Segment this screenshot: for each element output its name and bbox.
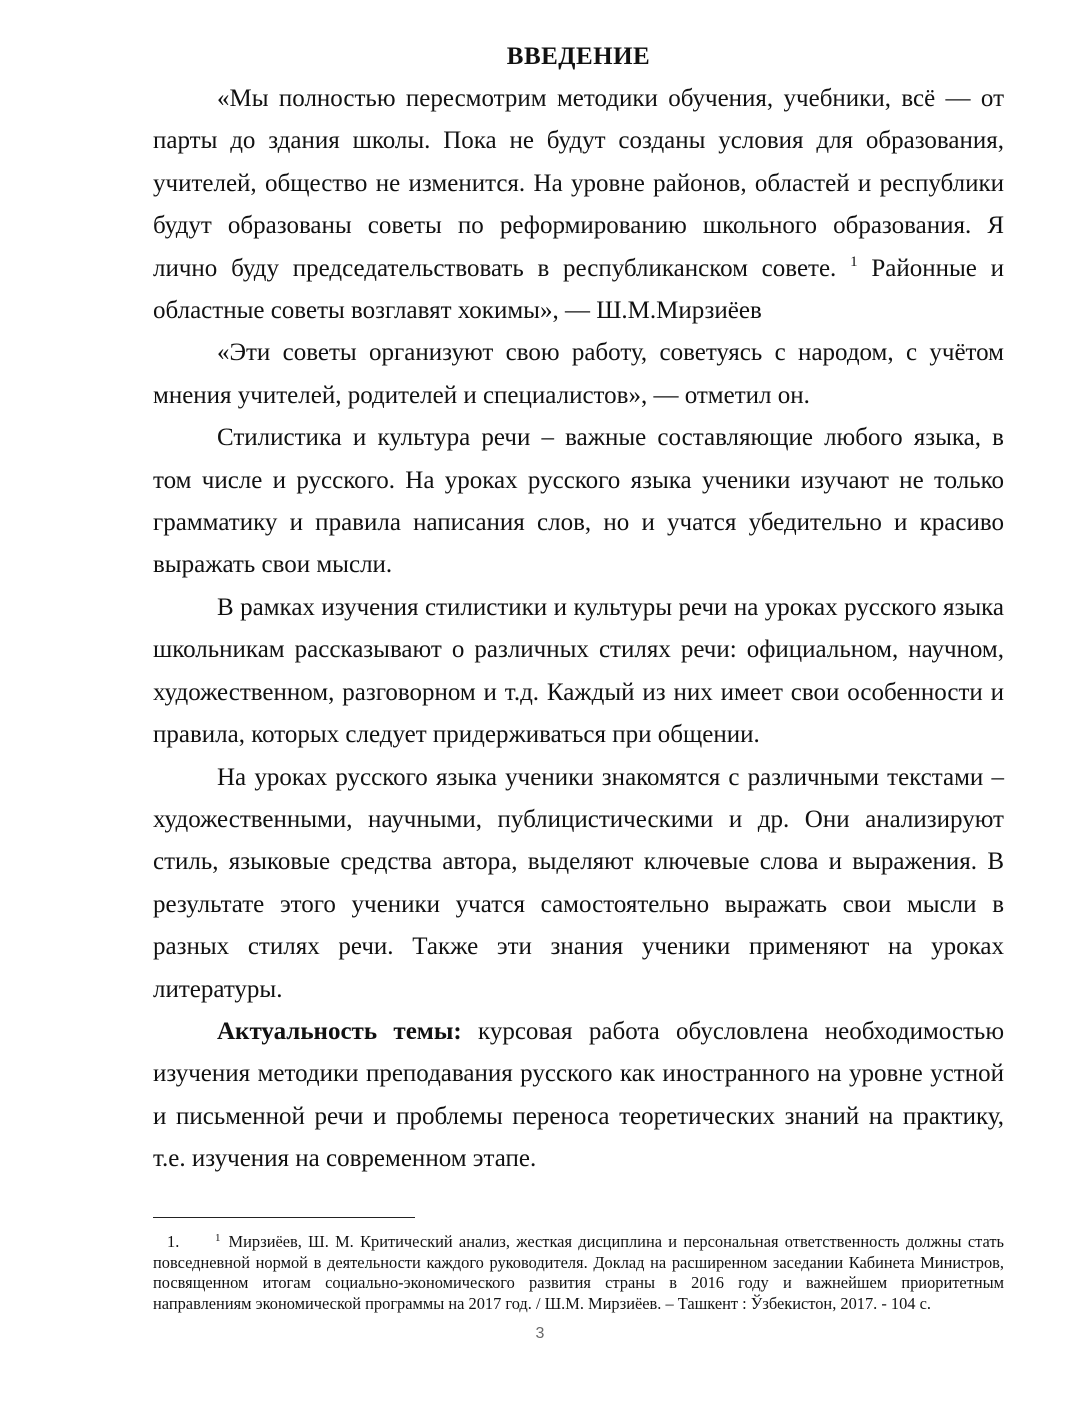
paragraph-texts: На уроках русского языка ученики знакомятся с различными текстами – художественными, научными, публицистическими и др. Они анализируют стиль, языковые средства автора, выделяют ключевые слова и выражения. В результате этого ученики учатся самостоятельно выражать свои мысли в разных стилях речи. Также эти знания ученики применяют на уроках литературы. [153,763,1004,1003]
footnote-mark: 1 [215,1232,221,1244]
footnote-number: 1. [167,1232,180,1251]
footnote-text: Мирзиёев, Ш. М. Критический анализ, жесткая дисциплина и персональная ответственность должны стать повседневной нормой в деятельности каждого руководителя. Доклад на расширенном заседании Кабинета Министров, посвященном итогам социально-экономического развития страны в 2016 году и важнейшем приоритетным направлениям экономической программы на 2017 год. / Ш.М. Мирзиёев. – Ташкент : Ўзбекистон, 2017. - 104 с. [153,1232,1004,1313]
page-body [153,40,1004,1181]
page-number: 3 [535,1325,545,1342]
footnote-reference[interactable]: 1 [850,253,858,270]
footnote [153,1232,1004,1314]
relevance-heading: Актуальность темы: [217,1017,462,1045]
footnote-separator [153,1217,415,1218]
paragraph-relevance [153,1011,1004,1181]
page-title: ВВЕДЕНИЕ [506,43,651,70]
paragraph-quote-1 [153,78,1004,332]
paragraph-quote-2: «Эти советы организуют свою работу, советуясь с народом, с учётом мнения учителей, родителей и специалистов», — отметил он. [153,339,1004,409]
paragraph-text: курсовая работа обусловлена необходимостью изучения методики преподавания русского как иностранного на уровне устной и письменной речи и проблемы переноса теоретических знаний на практику, т.е. изучения на современном этапе. [153,1017,1005,1173]
paragraph-text: «Мы полностью пересмотрим методики обучения, учебники, всё — от парты до здания школы. Пока не будут созданы условия для образования, учителей, общество не изменится. На уровне районов, областей и республики будут образованы советы по реформированию школьного образования. Я лично буду председательствовать в республиканском совете. [153,85,1004,282]
paragraph-speech-styles: В рамках изучения стилистики и культуры речи на уроках русского языка школьникам рассказывают о различных стилях речи: официальном, научном, художественном, разговорном и т.д. Каждый из них имеет свои особенности и правила, которых следует придерживаться при общении. [153,593,1004,749]
paragraph-stylistics: Стилистика и культура речи – важные составляющие любого языка, в том числе и русского. На уроках русского языка ученики изучают не только грамматику и правила написания слов, но и учатся убедительно и красиво выражать свои мысли. [153,424,1004,579]
paragraph-text: Районные и областные советы возглавят хокимы», — Ш.М.Мирзиёев [153,254,1004,325]
